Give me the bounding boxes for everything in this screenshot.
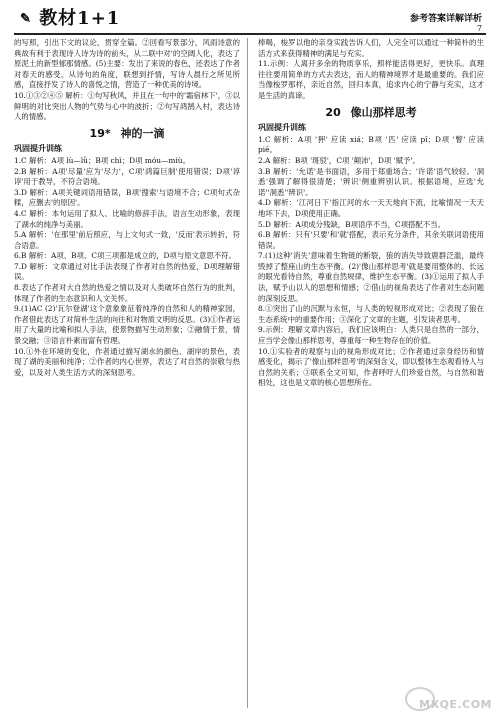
- page-number: 7: [476, 24, 482, 33]
- answer-paragraph: 5.D 解析：A项成分残缺，B项语序不当，C项搭配不当。: [258, 219, 445, 229]
- left-intro: [14, 38, 240, 123]
- answer-paragraph: 7.(1)这种'消失'意味着生物链的断裂，狼的消失导致鹿群泛滥，最终毁掉了整座山的生态平衡。(2)'像山那样思考'就是要用整体的、长远的眼光看待自然，尊重自然规律，维护生态平衡。(3)①运用了拟人手法，赋予山以人的思想和情感；②借山的视角表达了作者对生态问题的深刻反思。: [258, 251, 484, 303]
- answer-paragraph: 棒喝，梭罗以他的亲身实践告诉人们，人完全可以通过一种简朴的生活方式来获得精神的满足与充实。: [258, 38, 484, 58]
- answer-paragraph: 10.①实验者的观察与山的视角形成对比；②作者通过亲身经历和情感变化，揭示了'像山那样思考'的深刻含义，即以整体生态观看待人与自然的关系；③联系全文可知，作者呼吁人们珍爱自然，与自然和谐相处，这也是文章的核心思想所在。: [258, 346, 484, 388]
- answer-paragraph: 1.C 解析：A项 '狎' 应读 xiá；B项 '匹' 应读 pǐ；D项 '瞥' 应读 piē。: [258, 134, 484, 155]
- logo-text: 教材1+1: [39, 8, 121, 29]
- answer-paragraph: 2.A 解析：B项 '斑驳'，C项 '颠沛'，D项 '赋予'。: [258, 155, 420, 165]
- left-column: [14, 38, 240, 378]
- watermark-text: MXQE.COM: [419, 698, 492, 711]
- header-rule: [14, 33, 486, 35]
- answer-paragraph: 3.B 解析：'允诺'是书面语，多用于郑重场合；'许诺'语气较轻。'洞悉'强调了解得很清楚；'辨识'侧重辨别认识。根据语境，应选'允诺''洞悉''辨识'。: [258, 166, 484, 197]
- right-column: [258, 38, 484, 389]
- answer-paragraph: 10.①③②④⑤ 解析：①句写秋风，并且在一句中的'霜宿林下'，③以鲜明的对比突出人物的气势与心中的波折；②句写鸿鹄入村，表达诗人的情感。: [14, 90, 240, 122]
- section-number: 20: [325, 105, 341, 119]
- answer-paragraph: 9.(1)AC (2)'瓦尔登湖'这个意象象征着纯净的自然和人的精神家园，作者借此表达了对简朴生活的向往和对物质文明的反思。(3)①作者运用了大量的比喻和拟人手法，使景物描写生动形象；②融情于景，情景交融；③语言朴素而富有哲理。: [14, 304, 240, 346]
- logo: [20, 4, 120, 30]
- column-divider: [247, 38, 248, 708]
- answer-paragraph: 1.C 解析：A项 lù—lǜ；B项 chì；D项 móu—miù。: [14, 155, 190, 165]
- page-header: [0, 0, 500, 34]
- answer-paragraph: 8.①突出了山的沉默与永恒，与人类的短视形成对比；②表现了狼在生态系统中的重要作用；③深化了文章的主题，引发读者思考。: [258, 304, 484, 324]
- answer-list: [258, 135, 484, 389]
- subsection-heading: 巩固提升训练: [258, 123, 306, 133]
- answer-paragraph: 6.B 解析：只有'只要'和'就'搭配，表示充分条件，其余关联词语使用错误。: [258, 230, 484, 250]
- answer-paragraph: 2.B 解析：A项'尽量'应为'尽力'，C项'鸿篇巨制'使用错误；D项'谆谆'用于教导，不符合语境。: [14, 166, 240, 187]
- answer-paragraph: 的写照，引出下文的议论，贯穿全篇。②回看写景部分，风雨诗意的典故有利于表现诗人诗为诗的前头，从二联中对'的空阔人化，表达了原泥土的新型郁那情感。(5)主要：发出了来说的春色，还表达了作者对春天的感受。从诗句的角度，联想到抒情，写诗人晨行之所见所感，直接抒发了诗人的喜悦之情，营造了一种优美的诗境。: [14, 38, 240, 90]
- answer-paragraph: 7.D 解析：文章通过对比手法表现了作者对自然的热爱，D项理解错误。: [14, 261, 240, 282]
- subsection-heading: 巩固提升训练: [14, 144, 62, 154]
- section-title-text: 像山那样思考: [350, 105, 417, 119]
- section-title-20: [258, 105, 484, 119]
- answer-paragraph: 5.A 解析：'在那里'前后照应，与上文句式一致，'反而'表示转折，符合语意。: [14, 230, 240, 250]
- section-number: 19*: [89, 126, 111, 140]
- right-intro: [258, 38, 484, 102]
- logo-mark-icon: ✎: [20, 11, 32, 27]
- answer-paragraph: 4.C 解析：本句运用了拟人、比喻的修辞手法，语言生动形象，表现了湖水的纯净与美丽。: [14, 208, 240, 229]
- answer-paragraph: 9.示例：理解文章内容后，我们应该明白：人类只是自然的一部分，应当学会像山那样思考，尊重每一种生物存在的价值。: [258, 325, 484, 346]
- section-title-19: [14, 126, 240, 140]
- answer-paragraph: 3.D 解析：A项关键词语用错误，B项'搜索'与语境不合；C项句式杂糅，应删去'的原因'。: [14, 187, 240, 208]
- answer-list: [14, 156, 240, 378]
- answer-paragraph: 10.①外在环境的变化，作者通过描写湖水的颜色、湖岸的景色，表现了湖的美丽和纯净；②作者的内心世界，表达了对自然的崇敬与热爱，以及对人类生活方式的深刻思考。: [14, 346, 240, 377]
- answer-paragraph: 4.D 解析：'江河日下'指江河的水一天天地向下流，比喻情况一天天地坏下去，D项使用正确。: [258, 198, 484, 218]
- section-title-text: 神的一滴: [120, 126, 165, 140]
- answer-paragraph: 8.表达了作者对大自然的热爱之情以及对人类破坏自然行为的批判，体现了作者的生态意识和人文关怀。: [14, 283, 240, 303]
- answer-paragraph: 6.B 解析：A项、B项、C项三项都是成立的，D项与原文意思不符。: [14, 251, 236, 261]
- header-title: 参考答案详解详析: [409, 14, 482, 24]
- answer-paragraph: 11.示例：人离开多余的物质享乐，照样能活得更好，更快乐。真理往往要用简单的方式去表达，而人的精神境界才是最重要的。我们应当像梭罗那样，亲近自然，回归本真，追求内心的宁静与充实，这才是生活的真谛。: [258, 59, 484, 100]
